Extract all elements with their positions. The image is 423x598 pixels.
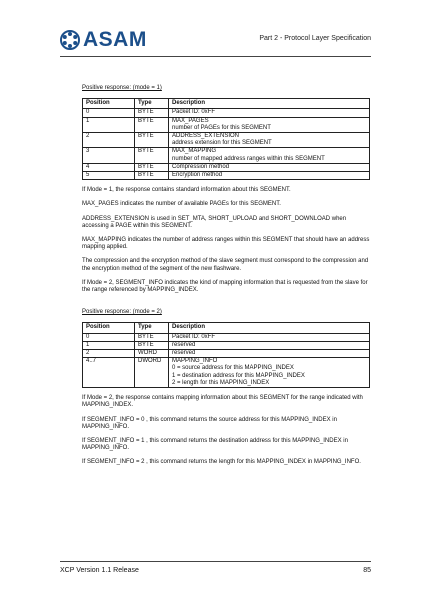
header-title: Part 2 - Protocol Layer Specification xyxy=(259,35,371,42)
cell-type: BYTE xyxy=(135,133,169,148)
body-paragraph: The compression and the encryption method of the slave segment must correspond to the compression and the encryption method of the segment of the new flashware. xyxy=(82,258,369,272)
body-paragraph: MAX_PAGES indicates the number of available PAGEs for this SEGMENT. xyxy=(82,201,281,208)
column-header-type: Type xyxy=(135,323,169,333)
description-line: number of PAGEs for this SEGMENT xyxy=(172,124,271,131)
page-number: 85 xyxy=(363,567,371,574)
description-line: reserved xyxy=(172,341,196,348)
asam-logo xyxy=(60,28,147,52)
table-row xyxy=(83,109,370,117)
footer-version: XCP Version 1.1 Release xyxy=(60,567,139,574)
body-paragraph: MAX_MAPPING indicates the number of address ranges within this SEGMENT that should have an address mapping applied. xyxy=(82,237,370,251)
page-content xyxy=(82,85,372,474)
body-paragraph: If Mode = 2, the response contains mapping information about this SEGMENT for the range indicated with MAPPING_INDEX. xyxy=(82,395,363,409)
table-row xyxy=(83,148,370,163)
description-line: Packet ID: 0xFF xyxy=(172,333,216,340)
logo-text: ASAM xyxy=(83,28,147,51)
cell-type: BYTE xyxy=(135,117,169,132)
description-line: address extension for this SEGMENT xyxy=(172,140,272,147)
description-line: Encryption method xyxy=(172,172,223,179)
cell-type: WORD xyxy=(135,350,169,358)
cell-position: 5 xyxy=(83,172,135,180)
cell-description xyxy=(169,341,370,349)
table-row xyxy=(83,117,370,132)
cell-description xyxy=(169,172,370,180)
table-row xyxy=(83,163,370,171)
mode1-response-table xyxy=(82,98,370,180)
body-paragraph: ADDRESS_EXTENSION is used in SET_MTA, SHORT_UPLOAD and SHORT_DOWNLOAD when accessing a PAGE within this SEGMENT. xyxy=(82,215,347,229)
mode2-table-body xyxy=(83,333,370,387)
table-row xyxy=(83,172,370,180)
section2-paragraphs xyxy=(82,395,372,466)
description-line: reserved xyxy=(172,350,196,357)
cell-type: DWORD xyxy=(135,358,169,388)
cell-position: 1 xyxy=(83,117,135,132)
mode2-response-table xyxy=(82,322,370,388)
body-paragraph: If Mode = 1, the response contains standard information about this SEGMENT. xyxy=(82,187,291,194)
description-line: MAX_MAPPING xyxy=(172,148,217,155)
table-header-row xyxy=(83,323,370,333)
mode1-table-body xyxy=(83,109,370,180)
cell-description xyxy=(169,109,370,117)
section1-paragraphs xyxy=(82,187,372,294)
table-row xyxy=(83,133,370,148)
body-paragraph: If SEGMENT_INFO = 0 , this command returns the source address for this MAPPING_INDEX in MAPPING_INFO. xyxy=(82,416,337,430)
footer-divider xyxy=(60,561,371,562)
cell-type: BYTE xyxy=(135,172,169,180)
cell-position: 3 xyxy=(83,148,135,163)
cell-type: BYTE xyxy=(135,163,169,171)
column-header-description: Description xyxy=(169,323,370,333)
cell-description xyxy=(169,117,370,132)
description-line: 0 = source address for this MAPPING_INDEX xyxy=(172,365,294,372)
description-line: number of mapped address ranges within this SEGMENT xyxy=(172,155,325,162)
body-paragraph: If Mode = 2, SEGMENT_INFO indicates the kind of mapping information that is requested from the slave for the range referenced by MAPPING_INDEX. xyxy=(82,279,368,294)
cell-type: BYTE xyxy=(135,148,169,163)
column-header-type: Type xyxy=(135,99,169,109)
description-line: MAX_PAGES xyxy=(172,117,209,124)
cell-description xyxy=(169,163,370,171)
cell-position: 4..7 xyxy=(83,358,135,388)
table-row xyxy=(83,333,370,341)
table-row xyxy=(83,350,370,358)
description-line: MAPPING_INFO xyxy=(172,358,218,365)
description-line: 1 = destination address for this MAPPING_INDEX xyxy=(172,372,305,379)
column-header-position: Position xyxy=(83,323,135,333)
table-header-row xyxy=(83,99,370,109)
cell-position: 1 xyxy=(83,341,135,349)
description-line: 2 = length for this MAPPING_INDEX xyxy=(172,379,270,386)
cell-type: BYTE xyxy=(135,333,169,341)
cell-description xyxy=(169,148,370,163)
body-paragraph: If SEGMENT_INFO = 2 , this command returns the length for this MAPPING_INDEX in MAPPING_INFO. xyxy=(82,459,361,466)
cell-type: BYTE xyxy=(135,109,169,117)
cell-position: 0 xyxy=(83,333,135,341)
column-header-description: Description xyxy=(169,99,370,109)
cell-type: BYTE xyxy=(135,341,169,349)
section2-title: Positive response: (mode = 2) xyxy=(82,309,162,316)
cell-position: 0 xyxy=(83,109,135,117)
cell-position: 2 xyxy=(83,350,135,358)
cell-description xyxy=(169,333,370,341)
cell-description xyxy=(169,358,370,388)
header-divider xyxy=(60,56,371,57)
cell-description xyxy=(169,133,370,148)
section1-title: Positive response: (mode = 1) xyxy=(82,85,162,91)
cell-position: 2 xyxy=(83,133,135,148)
table-row xyxy=(83,341,370,349)
cell-position: 4 xyxy=(83,163,135,171)
body-paragraph: If SEGMENT_INFO = 1 , this command returns the destination address for this MAPPING_INDEX in MAPPING_INFO. xyxy=(82,437,348,452)
description-line: ADDRESS_EXTENSION xyxy=(172,133,240,140)
cell-description xyxy=(169,350,370,358)
asam-logo-icon xyxy=(60,30,80,50)
description-line: Compression method xyxy=(172,163,230,170)
description-line: Packet ID: 0xFF xyxy=(172,109,216,116)
column-header-position: Position xyxy=(83,99,135,109)
table-row xyxy=(83,358,370,388)
